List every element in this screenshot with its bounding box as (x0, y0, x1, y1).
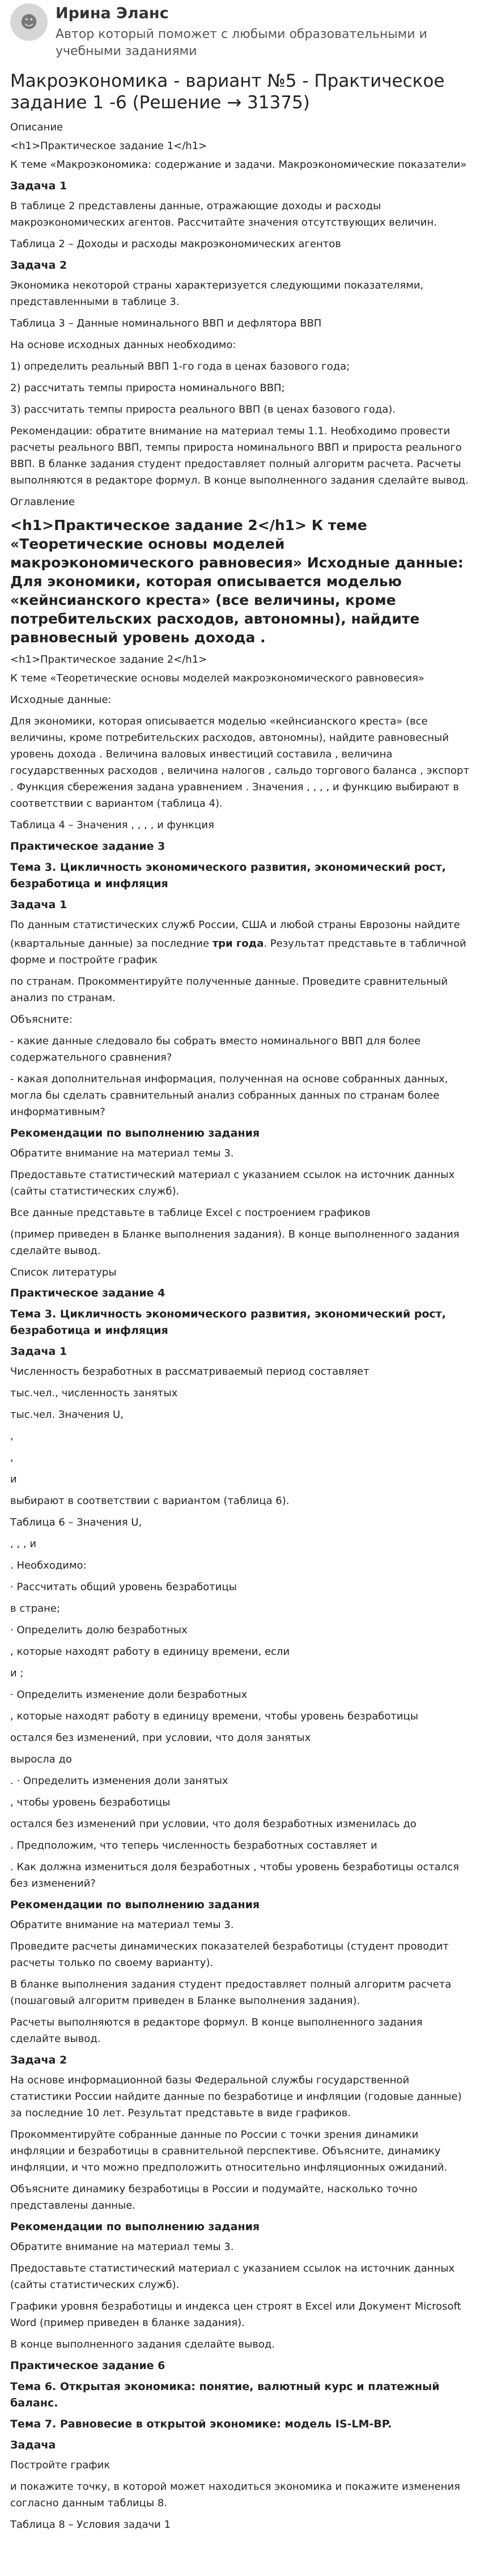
paragraph: - какая дополнительная информация, полученная на основе собранных данных, могла бы сделать сравнительный анализ собранных данных по странам более информативным? (10, 1073, 448, 1118)
paragraph: . Предположим, что теперь численность безработных составляет и (10, 1840, 377, 1852)
paragraph: Объясните динамику безработицы в России и подумайте, насколько точно представлены данные. (10, 2183, 418, 2211)
paragraph: Численность безработных в рассматриваемый период составляет (10, 1366, 369, 1378)
section-heading: Практическое задание 4 (10, 1287, 165, 1299)
paragraph: На основе исходных данных необходимо: (10, 339, 236, 351)
paragraph-text: . Результат представьте в табличной форме и постройте график (10, 938, 466, 966)
paragraph-text: (квартальные данные) за последние (10, 938, 213, 950)
author-info (56, 3, 470, 60)
paragraph: <h1>Практическое задание 2</h1> (10, 654, 207, 666)
paragraph: , чтобы уровень безработицы (10, 1797, 171, 1808)
paragraph: Обратите внимание на материал темы 3. (10, 1147, 234, 1159)
paragraph: Все данные представьте в таблице Excel с построением графиков (10, 1207, 371, 1219)
paragraph: · Определить долю безработных (10, 1624, 188, 1636)
section-heading: Рекомендации по выполнению задания (10, 2221, 260, 2233)
paragraph: , (10, 1452, 14, 1464)
section-heading: Тема 6. Открытая экономика: понятие, валютный курс и платежный баланс. (10, 2380, 440, 2409)
paragraph: Прокомментируйте собранные данные по России с точки зрения динамики инфляции и безработицы в сравнительной перспективе. Объясните, динамику инфляции, и что можно предположить относительно инфляционных ожиданий. (10, 2129, 448, 2174)
paragraph: К теме «Теоретические основы моделей макроэкономического равновесия» (10, 672, 424, 684)
paragraph: тыс.чел., численность занятых (10, 1387, 178, 1399)
paragraph: Список литературы (10, 1266, 117, 1278)
paragraph: 2) рассчитать темпы прироста номинального ВВП; (10, 382, 285, 394)
paragraph: и покажите точку, в которой может находиться экономика и покажите изменения согласно данным таблицы 8. (10, 2481, 461, 2509)
paragraph: Обратите внимание на материал темы 3. (10, 1919, 234, 1931)
section-heading: Тема 7. Равновесие в открытой экономике: модель IS-LM-BP. (10, 2418, 392, 2430)
paragraph: остался без изменений, при условии, что доля занятых (10, 1732, 311, 1744)
paragraph: , которые находят работу в единицу времени, если (10, 1646, 290, 1658)
document-body (10, 119, 470, 2533)
section-heading: Тема 3. Цикличность экономического развития, экономический рост, безработица и инфляция (10, 1308, 446, 1337)
section-heading: Задача 1 (10, 899, 67, 911)
paragraph: выросла до (10, 1753, 72, 1765)
page-container (5, 0, 475, 2533)
section-heading: Рекомендации по выполнению задания (10, 1127, 260, 1139)
paragraph: . Необходимо: (10, 1560, 87, 1571)
paragraph: , которые находят работу в единицу времени, чтобы уровень безработицы (10, 1710, 418, 1722)
paragraph: Графики уровня безработицы и индекса цен строят в Excel или Документ Microsoft Word (пример приведен в бланке задания). (10, 2300, 461, 2329)
paragraph: (пример приведен в Бланке выполнения задания). В конце выполненного задания сделайте вывод. (10, 1228, 460, 1257)
paragraph: Описание (10, 121, 63, 133)
paragraph: Рекомендации: обратите внимание на материал темы 1.1. Необходимо провести расчеты реального ВВП, темпы прироста номинального ВВП и прироста реального ВВП. В бланке задания студент предоставляет полный алгоритм расчета. Расчеты выполняются в редакторе формул. В конце выполненного задания сделайте вывод. (10, 425, 469, 486)
paragraph: Таблица 6 – Значения U, (10, 1516, 142, 1528)
paragraph: В бланке выполнения задания студент предоставляет полный алгоритм расчета (пошаговый алгоритм приведен в Бланке выполнения задания). (10, 1978, 452, 2007)
section-heading: Задача (10, 2439, 56, 2451)
paragraph: остался без изменений при условии, что доля безработных изменилась до (10, 1818, 417, 1830)
paragraph: Расчеты выполняются в редакторе формул. В конце выполненного задания сделайте вывод. (10, 2016, 423, 2045)
emphasis-text: три года (212, 938, 264, 950)
paragraph: - какие данные следовало бы собрать вместо номинального ВВП для более содержательного сравнения? (10, 1035, 421, 1064)
paragraph: 3) рассчитать темпы прироста реального ВВП (в ценах базового года). (10, 404, 396, 416)
section-heading: Тема 3. Цикличность экономического развития, экономический рост, безработица и инфляция (10, 861, 446, 890)
paragraph: . · Определить изменения доли занятых (10, 1775, 228, 1787)
paragraph: Предоставьте статистический материал с указанием ссылок на источник данных (сайты статистических служб). (10, 2263, 455, 2291)
paragraph: . Как должна измениться доля безработных , чтобы уровень безработицы остался без изменений? (10, 1861, 459, 1889)
paragraph: <h1>Практическое задание 1</h1> (10, 140, 207, 152)
section-heading: Рекомендации по выполнению задания (10, 1899, 260, 1911)
paragraph: в стране; (10, 1603, 61, 1615)
paragraph: Таблица 2 – Доходы и расходы макроэкономических агентов (10, 238, 341, 250)
avatar[interactable]: ☻ (10, 3, 48, 41)
paragraph: Объясните: (10, 1014, 73, 1026)
paragraph: Таблица 4 – Значения , , , , и функция (10, 819, 214, 831)
paragraph: , (10, 1430, 14, 1442)
author-card (10, 3, 470, 60)
paragraph: и ; (10, 1667, 24, 1679)
paragraph: Таблица 8 – Условия задачи 1 (10, 2519, 171, 2531)
paragraph: В конце выполненного задания сделайте вывод. (10, 2338, 275, 2350)
paragraph: Оглавление (10, 496, 75, 508)
paragraph: · Рассчитать общий уровень безработицы (10, 1581, 237, 1593)
section-heading: Задача 2 (10, 2054, 67, 2066)
paragraph: по странам. Прокомментируйте полученные данные. Проведите сравнительный анализ по странам. (10, 976, 448, 1004)
paragraph: , , , и (10, 1538, 37, 1550)
section-heading: Задача 1 (10, 1345, 67, 1358)
paragraph: Обратите внимание на материал темы 3. (10, 2241, 234, 2253)
paragraph: выбирают в соответствии с вариантом (таблица 6). (10, 1495, 290, 1507)
paragraph: Таблица 3 – Данные номинального ВВП и дефлятора ВВП (10, 317, 322, 329)
author-name[interactable]: Ирина Эланс (56, 5, 169, 22)
author-description: Автор который поможет с любыми образовательными и учебными заданиями (56, 27, 427, 58)
section-heading: Практическое задание 6 (10, 2359, 165, 2372)
paragraph: · Определить изменение доли безработных (10, 1689, 248, 1701)
section-title: <h1>Практическое задание 2</h1> К теме «Теоретические основы моделей макроэкономического равновесия» Исходные данные: Для экономики, которая описывается моделью «кейнсианского креста» (все величины, кроме потребительских расходов, автономны), найдите равновесный уровень дохода . (10, 517, 464, 646)
paragraph: Экономика некоторой страны характеризуется следующими показателями, представленными в таблице 3. (10, 279, 424, 308)
paragraph: и (10, 1473, 17, 1485)
paragraph: Предоставьте статистический материал с указанием ссылок на источник данных (сайты статистических служб). (10, 1169, 455, 1197)
paragraph: Для экономики, которая описывается моделью «кейнсианского креста» (все величины, кроме потребительских расходов, автономны), найдите равновесный уровень дохода . Величина валовых инвестиций составила , величина государственных расходов , величина налогов , сальдо торгового баланса , экспорт . Функция сбережения задана уравнением . Значения , , , , и функцию выбирают в соответствии с вариантом (таблица 4). (10, 715, 469, 810)
paragraph: К теме «Макроэкономика: содержание и задачи. Макроэкономические показатели» (10, 159, 467, 171)
section-heading: Задача 2 (10, 259, 67, 272)
paragraph: Исходные данные: (10, 694, 112, 706)
section-heading: Практическое задание 3 (10, 840, 165, 853)
paragraph: 1) определить реальный ВВП 1-го года в ценах базового года; (10, 361, 350, 372)
paragraph: В таблице 2 представлены данные, отражающие доходы и расходы макроэкономических агентов. Рассчитайте значения отсутствующих величин. (10, 200, 437, 228)
section-heading: Задача 1 (10, 180, 67, 192)
paragraph (10, 935, 470, 968)
paragraph: На основе информационной базы Федеральной службы государственной статистики России найдите данные по безработице и инфляции (годовые данные) за последние 10 лет. Результат представьте в виде графиков. (10, 2074, 462, 2119)
paragraph: Постройте график (10, 2459, 111, 2471)
paragraph: Проведите расчеты динамических показателей безработицы (студент проводит расчеты только по своему варианту). (10, 1941, 449, 1969)
paragraph: тыс.чел. Значения U, (10, 1409, 124, 1421)
paragraph: По данным статистических служб России, США и любой страны Еврозоны найдите (10, 919, 460, 931)
page-title: Макроэкономика - вариант №5 - Практическое задание 1 -6 (Решение → 31375) (10, 71, 445, 113)
